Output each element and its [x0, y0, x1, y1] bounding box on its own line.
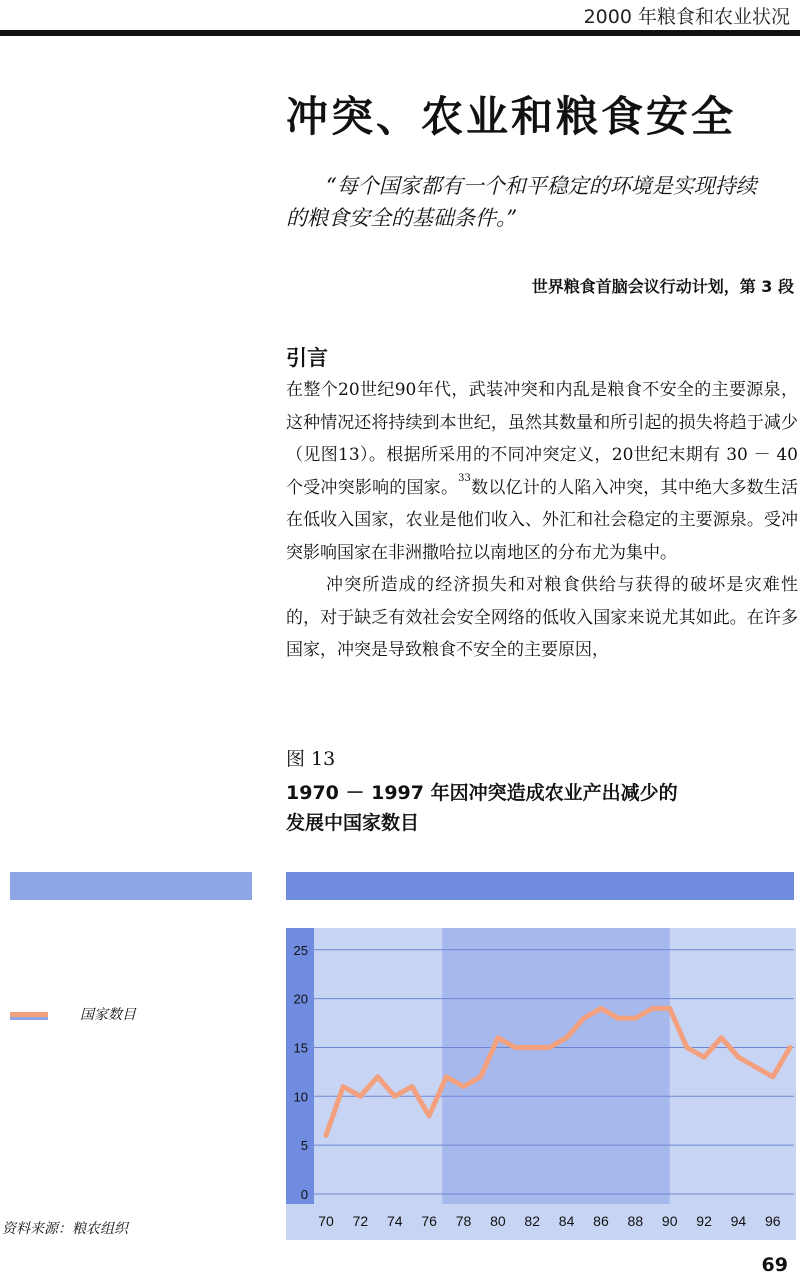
y-tick-label: 0: [300, 1187, 308, 1202]
x-tick-label: 76: [421, 1213, 437, 1229]
y-tick-label: 5: [300, 1138, 308, 1154]
paragraph-2: 冲突所造成的经济损失和对粮食供给与获得的破坏是灾难性的，对于缺乏有效社会安全网络的低收入国家来说尤其如此。在许多国家，冲突是导致粮食不安全的主要原因，: [286, 575, 798, 660]
quote-attribution: 世界粮食首脑会议行动计划，第 3 段: [531, 277, 794, 296]
x-tick-label: 94: [730, 1213, 747, 1229]
epigraph-quote: [286, 170, 796, 234]
x-tick-label: 70: [318, 1213, 334, 1229]
x-tick-label: 80: [490, 1213, 506, 1229]
figure-title: [286, 778, 678, 838]
running-head: 2000 年粮食和农业状况: [583, 6, 790, 28]
line-chart: [286, 928, 796, 1240]
legend-line-swatch: [10, 1012, 48, 1020]
paragraph-1: [286, 374, 798, 569]
sidebar-color-band: [10, 872, 252, 900]
body-text: [286, 374, 798, 667]
x-tick-label: 84: [558, 1213, 575, 1229]
quote-line-2: 的粮食安全的基础条件。”: [286, 206, 518, 230]
x-tick-label: 82: [524, 1213, 541, 1229]
top-rule: [0, 30, 800, 36]
figure-color-band: [286, 872, 794, 900]
x-tick-label: 88: [627, 1213, 644, 1229]
figure-title-line-1: 1970 － 1997 年因冲突造成农业产出减少的: [286, 782, 678, 804]
section-heading: 引言: [286, 346, 328, 370]
footnote-ref: 33: [458, 472, 471, 484]
figure-label: 图 13: [286, 748, 336, 770]
y-tick-label: 10: [293, 1089, 308, 1105]
y-tick-label: 25: [293, 942, 308, 958]
legend-label: 国家数目: [80, 1007, 136, 1023]
x-tick-label: 90: [661, 1213, 678, 1229]
y-tick-label: 20: [293, 991, 308, 1007]
y-axis-strip: [286, 928, 314, 1204]
x-tick-label: 96: [765, 1213, 781, 1229]
x-tick-label: 78: [455, 1213, 472, 1229]
x-tick-label: 86: [593, 1213, 609, 1229]
source-note: 资料来源：粮农组织: [2, 1221, 128, 1237]
x-tick-label: 92: [696, 1213, 712, 1229]
quote-line-1: “每个国家都有一个和平稳定的环境是实现持续: [326, 174, 757, 198]
paragraph-1-part-a: 在整个20世纪90年代，武装冲突和内乱是粮食不安全的主要源泉，这种情况还将持续到本世纪，虽然其数量和所引起的损失将趋于减少（见图13）。根据所采用的不同冲突定义，20世纪末期有 30 － 40 个受冲突影响的国家。: [286, 380, 798, 498]
page-title: 冲突、农业和粮食安全: [286, 92, 737, 141]
page-number: 69: [761, 1254, 788, 1276]
x-tick-label: 72: [352, 1213, 369, 1229]
y-tick-label: 15: [293, 1040, 308, 1056]
paragraph-1-part-b: 数以亿计的人陷入冲突，其中绝大多数生活在低收入国家，农业是他们收入、外汇和社会稳定的主要源泉。受冲突影响国家在非洲撒哈拉以南地区的分布尤为集中。: [286, 477, 799, 563]
figure-title-line-2: 发展中国家数目: [286, 812, 420, 834]
x-tick-label: 74: [386, 1213, 403, 1229]
chart-shaded-band: [442, 928, 669, 1204]
